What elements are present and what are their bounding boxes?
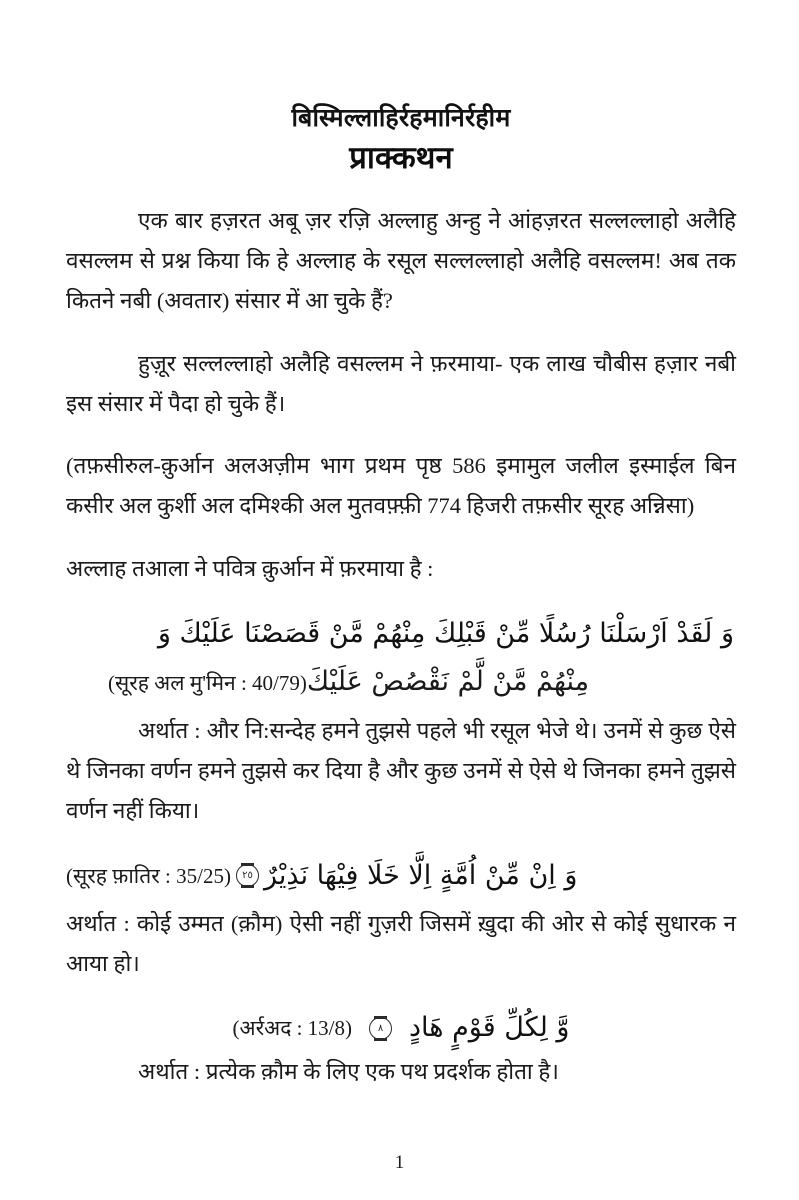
page-title: प्राक्कथन <box>349 139 453 175</box>
translation-paragraph-1: अर्थात : और नि:सन्देह हमने तुझसे पहले भी रसूल भेजे थे। उनमें से कुछ ऐसे थे जिनका वर्णन हमने तुझसे कर दिया है और कुछ उनमें से ऐसे थे जिनका हमने तुझसे वर्णन नहीं किया। <box>66 718 736 824</box>
page-content <box>66 0 736 1115</box>
paragraph-first: एक बार हज़रत अबू ज़र रज़ि अल्लाहु अन्हु ने आंहज़रत सल्लल्लाहो अलैहि वसल्लम से प्रश्न किया कि हे अल्लाह के रसूल सल्लल्लाहो अलैहि वसल्लम! अब तक कितने नबी (अवतार) संसार में आ चुके हैं? <box>66 208 736 314</box>
verse-3-arabic: وَّ لِكُلِّ قَوْمٍ هَادٍ <box>409 1012 570 1044</box>
verse-2-arabic: وَ اِنْ مِّنْ اُمَّةٍ اِلَّا خَلَا فِيْهَا نَذِيْرٌ <box>263 859 578 891</box>
verse-1-arabic-line-2: مِنْهُمْ مَّنْ لَّمْ نَقْصُصْ عَلَيْكَ <box>306 666 590 698</box>
quran-verse-3 <box>66 1006 736 1050</box>
citation-paragraph: (तफ़सीरुल-क़ुर्आन अलअज़ीम भाग प्रथम पृष्ठ 586 इमामुल जलील इस्माईल बिन कसीर अल कुर्शी अल दमिश्की अल मुतवफ़्फ़ी 774 हिजरी तफ़सीर सूरह अन्निसा) <box>66 453 736 519</box>
quran-verse-1 <box>66 611 736 705</box>
ayah-end-ornament-icon: ٢٥ <box>236 864 259 887</box>
verse-intro-line: अल्लाह तआला ने पवित्र क़ुर्आन में फ़रमाया है : <box>66 555 434 581</box>
verse-1-arabic-line-1: وَ لَقَدْ اَرْسَلْنَا رُسُلًا مِّنْ قَبْلِكَ مِنْهُمْ مَّنْ قَصَصْنَا عَلَيْكَ وَ <box>157 618 734 650</box>
translation-paragraph-3: अर्थात : प्रत्येक क़ौम के लिए एक पथ प्रदर्शक होता है। <box>138 1059 559 1085</box>
bismillah-heading: बिस्मिल्लाहिर्रहमानिर्रहीम <box>291 104 511 132</box>
verse-1-reference: (सूरह अल मु'मिन : 40/79) <box>108 671 307 696</box>
ayah-end-ornament-icon-2: ٨ <box>369 1017 392 1040</box>
translation-paragraph-2: अर्थात : कोई उम्मत (क़ौम) ऐसी नहीं गुज़री जिसमें ख़ुदा की ओर से कोई सुधारक न आया हो। <box>66 910 736 976</box>
page-number: 1 <box>394 1152 405 1173</box>
verse-3-reference: (अर्रअद : 13/8) <box>232 1016 353 1041</box>
verse-1-second-row <box>66 659 736 705</box>
paragraph-second: हुज़ूर सल्लल्लाहो अलैहि वसल्लम ने फ़रमाया- एक लाख चौबीस हज़ार नबी इस संसार में पैदा हो चुके हैं। <box>66 350 736 416</box>
verse-2-reference: (सूरह फ़ातिर : 35/25) <box>66 863 231 888</box>
quran-verse-2 <box>66 854 736 898</box>
